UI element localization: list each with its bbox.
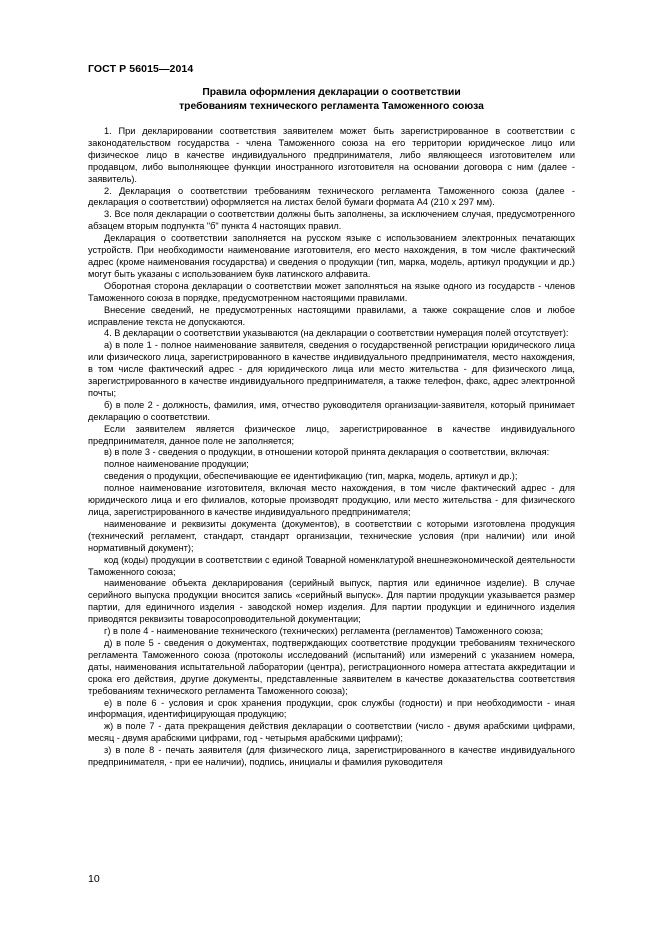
paragraph: д) в поле 5 - сведения о документах, подтверждающих соответствие продукции требованиям технического регламента Таможенного союза (протоколы исследований (испытаний) или измерений с указанием номера, даты, наименования испытательной лаборатории (центра), регистрационного номера аттестата аккредитации и срока его действия, другие документы, представленные заявителем в качестве доказательства соответствия требованиям технического регламента Таможенного союза); [88,637,575,696]
paragraph: 4. В декларации о соответствии указываются (на декларации о соответствии нумерация полей отсутствует): [104,328,569,339]
paragraph: Декларация о соответствии заполняется на русском языке с использованием электронных печатающих устройств. При необходимости наименование изготовителя, его место нахождения, в том числе фактический адрес (кроме наименования государства) и сведения о продукции (тип, марка, модель, артикул продукции и др.) могут быть указаны с использованием букв латинского алфавита. [88,233,575,279]
paragraph: в) в поле 3 - сведения о продукции, в отношении которой принята декларация о соответствии, включая: [104,447,550,458]
paragraph: наименование объекта декларирования (серийный выпуск, партия или единичное изделие). В случае серийного выпуска продукции вносится запись «серийный выпуск». Для партии продукции указывается размер партии, для единичного изделия - заводской номер изделия. Для партии продукции и единичного изделия приводятся реквизиты товаросопроводительной документации; [88,578,575,625]
paragraph: полное наименование продукции; [104,459,249,470]
paragraph: е) в поле 6 - условия и срок хранения продукции, срок службы (годности) и при необходимости - иная информация, идентифицирующая продукцию; [88,697,575,720]
section-title-line-2: требованиям технического регламента Таможенного союза [179,101,484,112]
paragraph: 1. При декларировании соответствия заявителем может быть зарегистрированное в соответствии с законодательством государства - члена Таможенного союза на его территории юридическое лицо или физическое лицо в качестве индивидуального предпринимателя, либо являющееся изготовителем или продавцом, либо выполняющее функции иностранного изготовителя на основании договора с ним (далее - заявитель). [88,126,575,184]
paragraph: г) в поле 4 - наименование технического (технических) регламента (регламентов) Таможенного союза; [104,626,544,637]
paragraph: з) в поле 8 - печать заявителя (для физического лица, зарегистрированного в качестве индивидуального предпринимателя, - при ее наличии), подпись, инициалы и фамилия руководителя [88,745,575,768]
paragraph: 2. Декларация о соответствии требованиям технического регламента Таможенного союза (далее - декларация о соответствии) оформляется на листах белой бумаги формата А4 (210 х 297 мм). [88,185,575,208]
paragraph: полное наименование изготовителя, включая место нахождения, в том числе фактический адрес - для юридического лица и его филиалов, которые производят продукцию, или место жительства - для физического лица, зарегистрированного в качестве индивидуального предпринимателя; [88,483,575,517]
paragraph: Внесение сведений, не предусмотренных настоящими правилами, а также сокращение слов и любое исправление текста не допускаются. [88,304,575,327]
body-text [88,126,575,769]
paragraph: код (коды) продукции в соответствии с единой Товарной номенклатурой внешнеэкономической деятельности Таможенного союза; [88,554,575,577]
paragraph: наименование и реквизиты документа (документов), в соответствии с которыми изготовлена продукция (технический регламент, стандарт, стандарт организации, технические условия (при наличии) или иной нормативный документ); [88,518,575,553]
paragraph: Оборотная сторона декларации о соответствии может заполняться на языке одного из государств - членов Таможенного союза в порядке, предусмотренном настоящими правилами. [88,280,575,303]
page-number: 10 [88,873,100,885]
paragraph: ж) в поле 7 - дата прекращения действия декларации о соответствии (число - двумя арабскими цифрами, месяц - двумя арабскими цифрами, год - четырьмя арабскими цифрами); [88,721,575,744]
section-title-line-1: Правила оформления декларации о соответствии [202,87,461,98]
standard-code-header: ГОСТ Р 56015—2014 [88,63,194,75]
paragraph: 3. Все поля декларации о соответствии должны быть заполнены, за исключением случая, предусмотренного абзацем вторым подпункта "б" пункта 4 настоящих правил. [88,209,575,232]
paragraph: Если заявителем является физическое лицо, зарегистрированное в качестве индивидуального предпринимателя, данное поле не заполняется; [88,423,575,446]
paragraph: а) в поле 1 - полное наименование заявителя, сведения о государственной регистрации юридического лица или физического лица, зарегистрированного в качестве индивидуального предпринимателя, место нахождения, в том числе фактический адрес - для юридического лица или место жительства - для физического лица, зарегистрированного в качестве индивидуального предпринимателя, а также телефон, факс, адрес электронной почты; [88,340,575,398]
paragraph: сведения о продукции, обеспечивающие ее идентификацию (тип, марка, модель, артикул и др.); [104,471,518,482]
paragraph: б) в поле 2 - должность, фамилия, имя, отчество руководителя организации-заявителя, который принимает декларацию о соответствии. [88,399,575,422]
section-title [88,86,575,114]
